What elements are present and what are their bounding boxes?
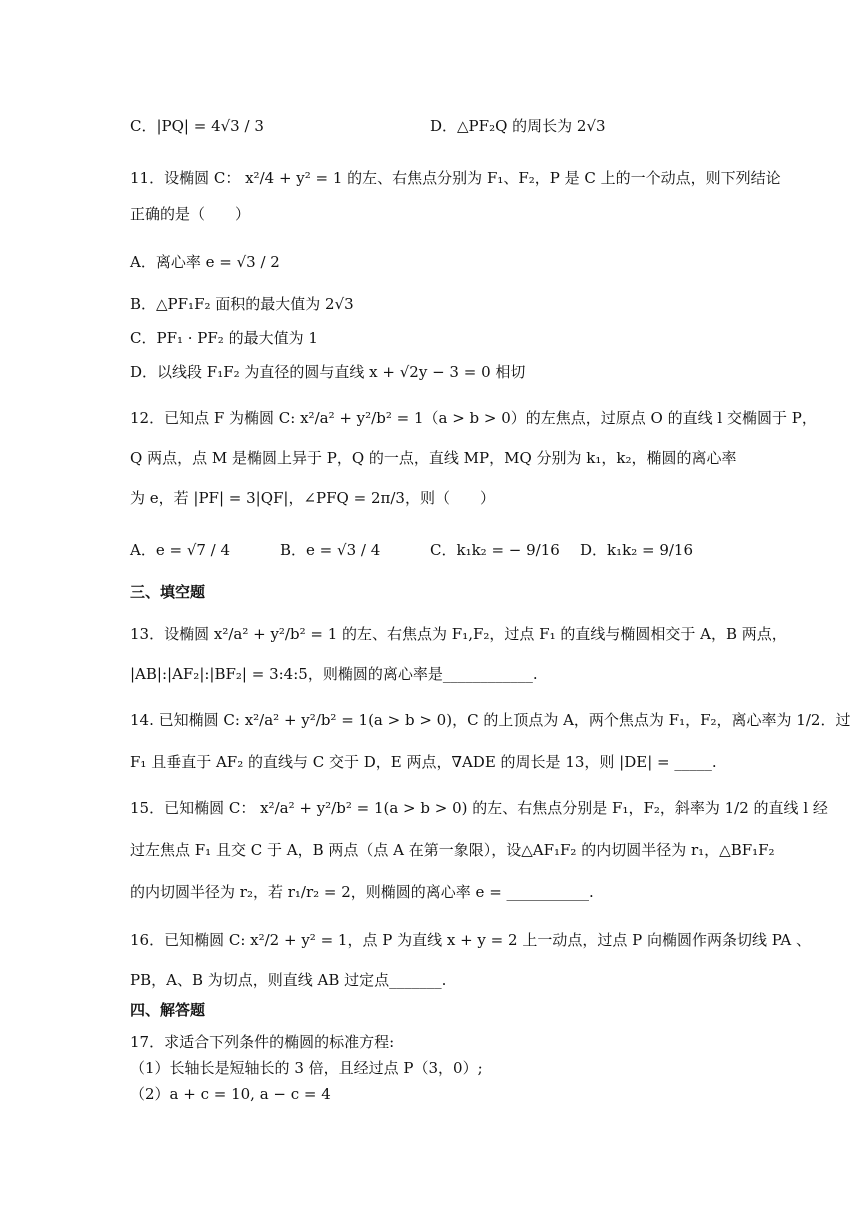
question-11-stem: 11．设椭圆 C： x²/4 + y² = 1 的左、右焦点分别为 F₁、F₂，P 是 C 上的一个动点，则下列结论	[130, 169, 781, 187]
option-d-q10: D．△PF₂Q 的周长为 2√3	[430, 117, 606, 135]
option-d-q11: D．以线段 F₁F₂ 为直径的圆与直线 x + √2y − 3 = 0 相切	[130, 363, 526, 381]
question-17-stem: 17．求适合下列条件的椭圆的标准方程:	[130, 1033, 395, 1051]
question-11-stem-cont: 正确的是（ ）	[130, 205, 251, 223]
section-heading-fill-in: 三、填空题	[130, 583, 206, 601]
question-12-stem-cont2: 为 e，若 |PF| = 3|QF|，∠PFQ = 2π/3，则（ ）	[130, 489, 495, 507]
option-c-q11: C．PF₁ · PF₂ 的最大值为 1	[130, 329, 318, 347]
option-c-q10: C．|PQ| = 4√3 / 3	[130, 117, 264, 135]
question-13-stem-cont: |AB|:|AF₂|:|BF₂| = 3:4:5，则椭圆的离心率是____________.	[130, 665, 538, 683]
question-14-stem: 14. 已知椭圆 C: x²/a² + y²/b² = 1(a > b > 0)，C 的上顶点为 A，两个焦点为 F₁，F₂，离心率为 1/2．过	[130, 711, 851, 729]
question-15-stem-cont: 过左焦点 F₁ 且交 C 于 A，B 两点（点 A 在第一象限），设△AF₁F₂ 的内切圆半径为 r₁，△BF₁F₂	[130, 841, 775, 859]
option-b-q11: B．△PF₁F₂ 面积的最大值为 2√3	[130, 295, 354, 313]
option-b-q12: B．e = √3 / 4	[280, 541, 381, 559]
question-12-stem: 12．已知点 F 为椭圆 C: x²/a² + y²/b² = 1（a > b > 0）的左焦点，过原点 O 的直线 l 交椭圆于 P，	[130, 409, 817, 427]
section-heading-solutions: 四、解答题	[130, 1001, 206, 1019]
question-12-stem-cont: Q 两点，点 M 是椭圆上异于 P，Q 的一点，直线 MP，MQ 分别为 k₁，k₂，椭圆的离心率	[130, 449, 737, 467]
question-15-stem: 15．已知椭圆 C： x²/a² + y²/b² = 1(a > b > 0) 的左、右焦点分别是 F₁，F₂，斜率为 1/2 的直线 l 经	[130, 799, 828, 817]
option-a-q11: A．离心率 e = √3 / 2	[130, 253, 280, 271]
question-16-stem-cont: PB，A、B 为切点，则直线 AB 过定点_______.	[130, 971, 447, 989]
question-17-part-1: （1）长轴长是短轴长的 3 倍，且经过点 P（3，0）;	[130, 1059, 483, 1077]
question-16-stem: 16．已知椭圆 C: x²/2 + y² = 1，点 P 为直线 x + y = 2 上一动点，过点 P 向椭圆作两条切线 PA 、	[130, 931, 812, 949]
option-c-q12: C．k₁k₂ = − 9/16	[430, 541, 560, 559]
question-13-stem: 13．设椭圆 x²/a² + y²/b² = 1 的左、右焦点为 F₁,F₂，过点 F₁ 的直线与椭圆相交于 A，B 两点，	[130, 625, 787, 643]
question-17-part-2: （2）a + c = 10, a − c = 4	[130, 1085, 331, 1103]
question-15-stem-cont2: 的内切圆半径为 r₂，若 r₁/r₂ = 2，则椭圆的离心率 e = ___________.	[130, 883, 594, 901]
option-d-q12: D．k₁k₂ = 9/16	[580, 541, 694, 559]
option-a-q12: A．e = √7 / 4	[130, 541, 231, 559]
question-14-stem-cont: F₁ 且垂直于 AF₂ 的直线与 C 交于 D，E 两点，∇ADE 的周长是 13，则 |DE| = _____.	[130, 753, 717, 771]
